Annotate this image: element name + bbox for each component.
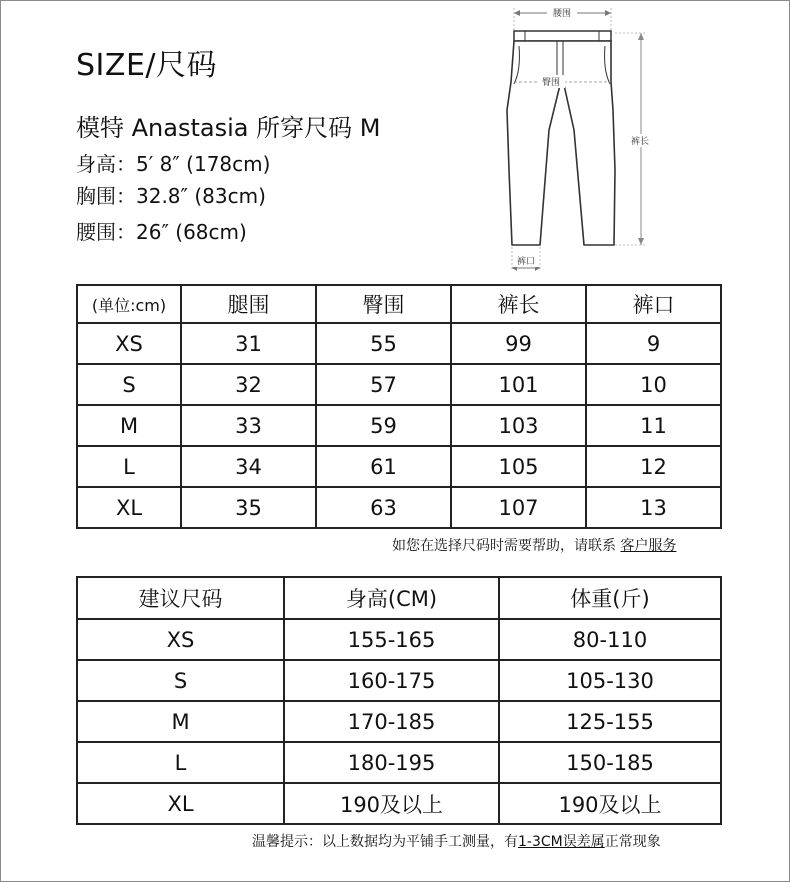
- table-row: [77, 701, 721, 742]
- pants-illustration: [497, 0, 657, 278]
- size-measurement-table: [76, 284, 722, 529]
- model-waist: 腰围：26″ (68cm): [76, 220, 247, 244]
- leg-cell: 35: [181, 487, 316, 528]
- size-cell: XS: [77, 323, 181, 364]
- table-header-row: [77, 285, 721, 323]
- model-chest: 胸围：32.8″ (83cm): [76, 184, 266, 208]
- length-label: 裤长: [630, 137, 650, 147]
- length-cell: 99: [451, 323, 586, 364]
- measurement-tip: [252, 831, 661, 851]
- hem-cell: 12: [586, 446, 721, 487]
- height-cell: 170-185: [284, 701, 499, 742]
- height-cell: 160-175: [284, 660, 499, 701]
- size-cell: XL: [77, 487, 181, 528]
- hip-cell: 61: [316, 446, 451, 487]
- table-row: [77, 742, 721, 783]
- hip-cell: 59: [316, 405, 451, 446]
- hip-cell: 63: [316, 487, 451, 528]
- table-row: [77, 619, 721, 660]
- table-row: [77, 364, 721, 405]
- length-cell: 105: [451, 446, 586, 487]
- hem-cell: 11: [586, 405, 721, 446]
- size-cell: XS: [77, 619, 284, 660]
- recommended-size-table: [76, 576, 722, 825]
- hem-cell: 10: [586, 364, 721, 405]
- hip-cell: 55: [316, 323, 451, 364]
- height-cell: 190及以上: [284, 783, 499, 824]
- size-cell: M: [77, 701, 284, 742]
- height-cell: 155-165: [284, 619, 499, 660]
- weight-cell: 105-130: [499, 660, 721, 701]
- unit-header: (单位:cm): [77, 285, 181, 323]
- size-cell: S: [77, 364, 181, 405]
- model-size-line: 模特 Anastasia 所穿尺码 M: [76, 114, 381, 142]
- leg-circumference-header: 腿围: [181, 285, 316, 323]
- weight-cell: 190及以上: [499, 783, 721, 824]
- leg-cell: 33: [181, 405, 316, 446]
- table-row: [77, 405, 721, 446]
- leg-cell: 34: [181, 446, 316, 487]
- weight-header: 体重(斤): [499, 577, 721, 619]
- table-row: [77, 660, 721, 701]
- help-note-text: 如您在选择尺码时需要帮助，请联系: [392, 538, 621, 554]
- hip-header: 臀围: [316, 285, 451, 323]
- leg-cell: 31: [181, 323, 316, 364]
- table-header-row: [77, 577, 721, 619]
- height-cell: 180-195: [284, 742, 499, 783]
- customer-service-link[interactable]: 客户服务: [620, 538, 677, 554]
- height-header: 身高(CM): [284, 577, 499, 619]
- weight-cell: 150-185: [499, 742, 721, 783]
- length-cell: 101: [451, 364, 586, 405]
- hip-cell: 57: [316, 364, 451, 405]
- hem-label: 裤口: [516, 257, 536, 267]
- waist-label: 腰围: [552, 9, 572, 19]
- size-cell: S: [77, 660, 284, 701]
- tip-suffix: 正常现象: [604, 834, 661, 850]
- help-note: [392, 535, 676, 555]
- page-title: SIZE/尺码: [76, 48, 218, 83]
- leg-cell: 32: [181, 364, 316, 405]
- length-cell: 103: [451, 405, 586, 446]
- table-row: [77, 487, 721, 528]
- table-row: [77, 323, 721, 364]
- weight-cell: 125-155: [499, 701, 721, 742]
- table-row: [77, 446, 721, 487]
- recommended-size-header: 建议尺码: [77, 577, 284, 619]
- pants-diagram: [497, 0, 657, 278]
- hem-header: 裤口: [586, 285, 721, 323]
- table-row: [77, 783, 721, 824]
- size-cell: XL: [77, 783, 284, 824]
- hem-cell: 13: [586, 487, 721, 528]
- size-cell: L: [77, 742, 284, 783]
- length-header: 裤长: [451, 285, 586, 323]
- length-cell: 107: [451, 487, 586, 528]
- size-cell: L: [77, 446, 181, 487]
- size-cell: M: [77, 405, 181, 446]
- hem-cell: 9: [586, 323, 721, 364]
- model-height: 身高：5′ 8″ (178cm): [76, 152, 271, 176]
- tip-highlight: 1-3CM误差属: [518, 834, 605, 850]
- weight-cell: 80-110: [499, 619, 721, 660]
- tip-prefix: 温馨提示：以上数据均为平铺手工测量，有: [252, 834, 518, 850]
- hip-label: 臀围: [541, 78, 561, 88]
